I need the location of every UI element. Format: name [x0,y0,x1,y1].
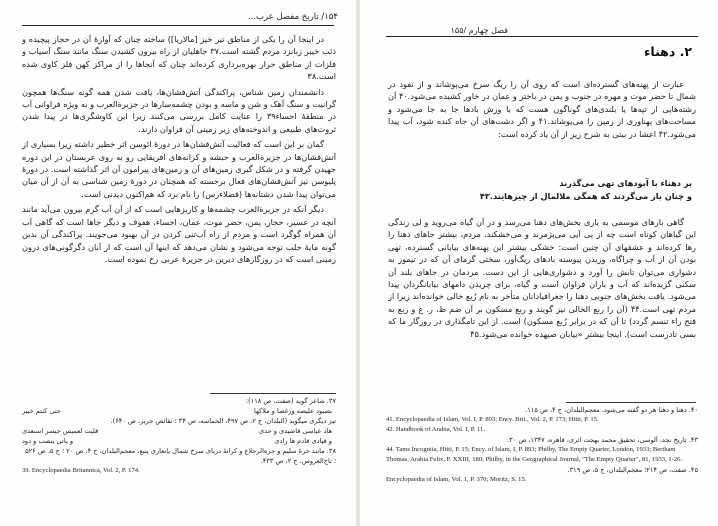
right-page [360,0,718,526]
intro-paragraph [388,78,696,143]
paragraph: در اینجا آن را یکی از مناطق تیر خیز [مالاریا]) ساخته چنان که آوازهٔ آن در حجاز پیچیده و ذئب خیبر زبانزد مردم گشته است.۳۷ جاهلیان از راه بیرون کشیدن سنگ مانند سنگ آسیاب و فلزات از مناطق حرار بهره‌برداری کرده‌اند چنان که آنجاها را از مراکز کهن فلز کاوی شده است.۳۸ [22,34,336,82]
running-head-left: ۱۵۴/ تاریخ مفصل عرب... [247,12,338,22]
footnote: ۳۷. شاعر گوید (صفت، ص ۱۱۸): [245,397,336,405]
paragraph: دیگر آنکه در جزیرة‌العرب چشمه‌ها و کاریزهایی است که از آن آب گرم بیرون می‌آید مانند آنچه در عسیر، حجاز، یمن، حضر موت، عمان، احساء، هفوف و دیگر جاها است که گاهی آب آن همراه گوگرد است و مردم از راه آب‌تنی کردن در آن بهبود می‌جویند. پراکندگی آن بدین گونه مایهٔ جلب توجه می‌شود و نشان می‌دهد که اینها آن است که از آنان دگرگونی‌های درون زمینی است که در روزگارهای دیرین در جزیرهٔ عربی رخ نموده است. [22,204,336,264]
footnote-rule-right [566,402,696,403]
verse-hemistich: و قیادی قادم ها رادی [274,437,332,445]
header-rule-right [386,36,698,37]
footnote: ۴۰. دهنا و دهنا هر دو گفته می‌شود، معجم‌البلدان، ج ۴، ص ۱۱۵. [525,406,698,414]
second-paragraph [388,216,696,398]
footnote: 42. Handbook of Arabia, Vol. I, P. 11. [386,426,485,433]
footnote: ۴۵. صفت، ص ۲۱۴؛ معجم‌البلدان، ج ۵، ص ۳۱۹. [567,466,698,474]
verse-hemistich: قلیت لعمیس حیسر اسنعدی [22,427,99,435]
paragraph: عبارت از پهنه‌های گسترده‌ای است که روی آن را ریگ سرخ می‌پوشاند و از نفود در شمال تا حضر موت و مهره در جنوب و یمن در باختر و عمان در خاور کشیده می‌شود.۴۰ آن رشته‌هایی از تپه‌ها یا بلندی‌های گوناگون هست که با وزش بادها جا به جا می‌شود و مساحت‌های پهناوری از زمین را می‌پوشاند.۴۱ و اگر دشت‌های آن جاه کنده شود، آب پیدا می‌شود.۴۲ اعشا در بیتی به شرح زیر از آن یاد کرده است: [388,79,697,139]
verse-hemistich: هاد عباسی قاصیدی و حدی [258,427,332,435]
footnote-rule-left [210,393,336,394]
paragraph: گمان بر این است که فعالیت آتش‌فشان‌ها در دورهٔ ائوسن اثر خطیر داشته زیرا بسیاری از آتش‌فشان‌ها در جزیرة‌العرب و حبشه و کرانه‌های افریقایی رو به روی عربستان در این دوره جهیدن گرفته و در شکل گیری زمین‌های آن و زمین‌های پیرامون آن اثر گذاشته است. در دورهٔ پلیوسن نیز آتش‌فشان‌های فعال برجسته که همچنان در دورهٔ زمین شناسی به آن از آن میان می‌توان پیدا شدن دشتانه‌ها (فضلاءرس) را نام برد که هم‌اکنون دیدنی است. [22,139,336,199]
verse-block [382,177,692,203]
footnote: 39. Encyclopaedia Britannica, Vol. 2, P. 174. [22,467,140,474]
paragraph: گاهی بارهای موسمی به یاری بخش‌های دهنا می‌رسد و در آن گیاه می‌روید و لی زندگی این گیاهان کوتاه است چه از پی آیی می‌پژمرند و می‌خشکند. مردم، بیشتر جاهای دهنا را رها کرده‌اند و عشقهای آن چنین است: خشکی بیشتر این پهنه‌های بیابانی گسترده، تهی بودن آن از آب و چراگاه، وزیدن پیوسته بادهای ریگ‌آور، سختی گرمای آن که در تیموز به دشواری می‌توان تابش را آورد و دشواری‌هایی از این دست. مردمان در جاهای بلند آن سکنی گزیده‌اند که آب و باران فراوان است و گیاه، برای چریدن دامهای بیابانگردان پیدا می‌شود. یافت بخش‌های جنوبی دهنا را جغرافیادانان متأخر به نام رُبع خالی خوانده‌اند زیرا از مردم تهی است.۴۴ (آن را ربع الخالی نیز گویند و ربع مسکون بر آن ضم ظ، ر. ع و ربع به فتح راء تنسم گردد) تا آن که در برابر رُبع مسکون) است. از این تامگذاری در روزگار ما که بسی تادرست است). اینجا بیشتر «بیابان صیهده خوانده می‌شود.۴۵ [388,217,696,339]
paragraph: دانشمندان زمین شناس، پراکندگی آتش‌فشان‌ها، یافت شدن همه گونه سنگ‌ها همچون گرانیت و سنگ آهک و شن و ماسه و بودن چشمه‌سارها در جزیرة‌العرب و به ویژه فراوانی آب در منطقهٔ احساء۳۹ را عنایت کامل بررسی می‌کنند زیرا این کاوشگری‌ها در پیدا شدن ثروت‌های طبیعی و اندوخته‌های زیر زمینی آن فراوان دارند. [22,86,336,134]
verse-line: و چنان باز می‌گردند که همگی ملالمال از چیزهایند.۴۳ [479,191,692,201]
verse-hemistich: حتی کنتم خیبر [22,407,61,415]
running-head-right: فصل چهارم /۱۵۵ [450,26,508,35]
verse-hemistich: و یاتی ینصب و دود [22,437,74,445]
footnote: تیز دیگری میگوید (البلدان، ج ۲، ص ۴۹۷، الحماسه، ص ۳۴ ؛ تقائص جریر، ص ۶۴۰). [110,417,336,425]
left-footnotes [22,396,336,520]
verse-hemistich: بصبود علیصه ورغصا و ملاکها [253,407,332,415]
right-footnotes [386,405,698,523]
left-page [0,0,356,526]
verse-line: بر دهناء با آبودهای تهی می‌گذرند [559,178,692,188]
footnote: 41. Encyclopaedia of Islam, Vol. I, P. 893; Ency. Brit., Vol. 2, P. 173; Hitti, P. 15. [386,416,599,423]
footnote: ۴۳. تاریخ نجد، آلوسی، تحقیق محمد بهجت اثری، قاهره، ۱۳۴۷، ص ۳۰. [507,436,698,444]
footnote-verse [22,436,332,446]
section-heading: ۲. دهناء [643,44,692,59]
header-rule-left [22,25,334,26]
footnote: ۳۸. مانند حرهٔ سلیم و حره‌الرجلاع و کرانهٔ دریای سرخ شمال یانعاری پنبع، معجم‌البلدان، ج ۴، ص ۲۰ ؛ ج ۵، ص ۵۲۶ ؛ تاج‌العروس، ج ۲، ص ۴۳۳. [25,447,336,465]
footnote-verse [22,426,332,436]
footnote: 44. Tams Incognita, Hitti, P. 15; Ency. of Islam, I, P. 893; Philby, The Empty Quarter, London, 1933; Bertham Thomas, Arabia Felix, P. XXIII, 180; Philby, in the Geographical Journal, "The Empty Quarter", 81, 1933, 1-26. [386,446,683,463]
footnote-verse [22,406,332,416]
left-page-body [22,33,336,363]
footnote: Encyclopaedia of Islam, Vol. 1, P. 370; Moritz, S. 15. [386,476,527,483]
